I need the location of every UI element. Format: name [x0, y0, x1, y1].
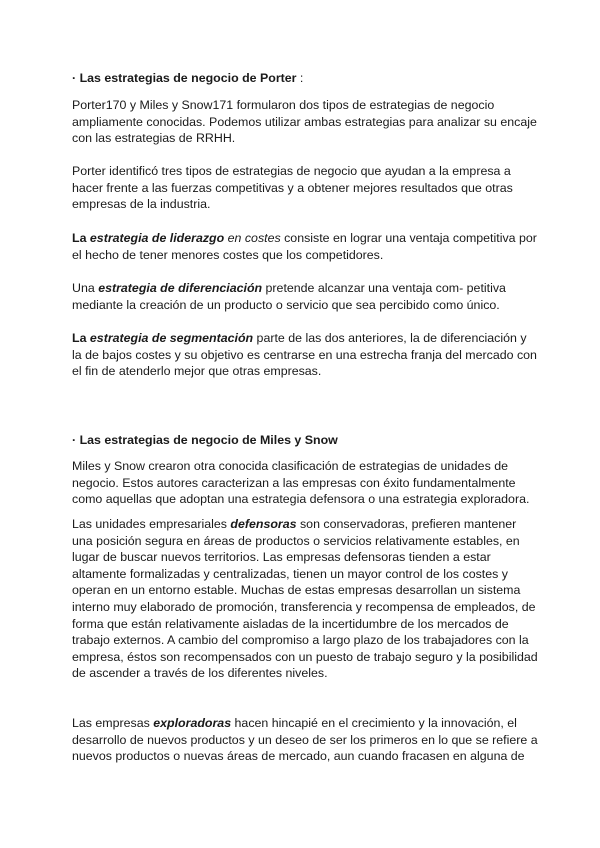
- paragraph-porter-types: Porter identificó tres tipos de estrategias de negocio que ayudan a la empresa a hacer frente a las fuerzas competitivas y a obtener mejores resultados que otras empresas de la industria.: [72, 164, 513, 212]
- heading-text: · Las estrategias de negocio de Porter: [72, 71, 297, 85]
- paragraph-porter-intro: Porter170 y Miles y Snow171 formularon dos tipos de estrategias de negocio ampliamente conocidas. Podemos utilizar ambas estrategias para analizar su encaje con las estrategias de RRHH.: [72, 98, 537, 146]
- term-diferenciacion: estrategia de diferenciación: [98, 281, 263, 295]
- paragraph-miles-snow-intro: Miles y Snow crearon otra conocida clasificación de estrategias de unidades de negocio. Estos autores caracterizan a las empresas con éxito fundamentalmente como aquellas que adoptan una estrategia defensora o una estrategia exploradora.: [72, 459, 530, 507]
- heading-text: · Las estrategias de negocio de Miles y Snow: [72, 433, 338, 447]
- paragraph-defensoras: Las unidades empresariales defensoras son conservadoras, prefieren mantener una posición segura en áreas de productos o servicios relativamente estables, en lugar de buscar nuevos territorios. Las empresas defensoras tienden a estar altamente formalizadas y centralizadas, tienen un mayor control de los costes y operan en un entorno estable. Muchas de estas empresas desarrollan un sistema interno muy elaborado de promoción, transferencia y recompensa de empleados, de forma que están relativamente aisladas de la incertidumbre de los mercados de trabajo externos. A cambio del compromiso a largo plazo de los trabajadores con la empresa, éstos son recompensados con un puesto de trabajo seguro y la posibilidad de ascender a través de los diferentes niveles.: [72, 517, 538, 681]
- term-liderazgo: estrategia de liderazgo: [89, 231, 225, 245]
- paragraph-diferenciacion: Una estrategia de diferenciación pretende alcanzar una ventaja com- petitiva mediante la creación de un producto o servicio que sea percibido como único.: [72, 281, 506, 312]
- term-exploradoras: exploradoras: [153, 716, 232, 730]
- term-segmentacion: estrategia de segmentación: [89, 331, 254, 345]
- paragraph-segmentacion: La estrategia de segmentación parte de las dos anteriores, la de diferenciación y la de bajos costes y su objetivo es centrarse en una estrecha franja del mercado con el fin de atenderlo mejor que otras empresas.: [72, 331, 537, 379]
- term-defensoras: defensoras: [230, 517, 297, 531]
- paragraph-exploradoras: Las empresas exploradoras hacen hincapié en el crecimiento y la innovación, el desarrollo de nuevos productos y un deseo de ser los primeros en lo que se refiere a nuevos productos o nuevas áreas de mercado, aun cuando fracasen en alguna de: [72, 716, 538, 764]
- section-heading-miles-snow: [72, 432, 532, 449]
- paragraph-liderazgo: La estrategia de liderazgo en costes consiste en lograr una ventaja competitiva por el hecho de tener menores costes que los competidores.: [72, 231, 537, 262]
- section-heading-porter: · Las estrategias de negocio de Porter :: [72, 71, 304, 85]
